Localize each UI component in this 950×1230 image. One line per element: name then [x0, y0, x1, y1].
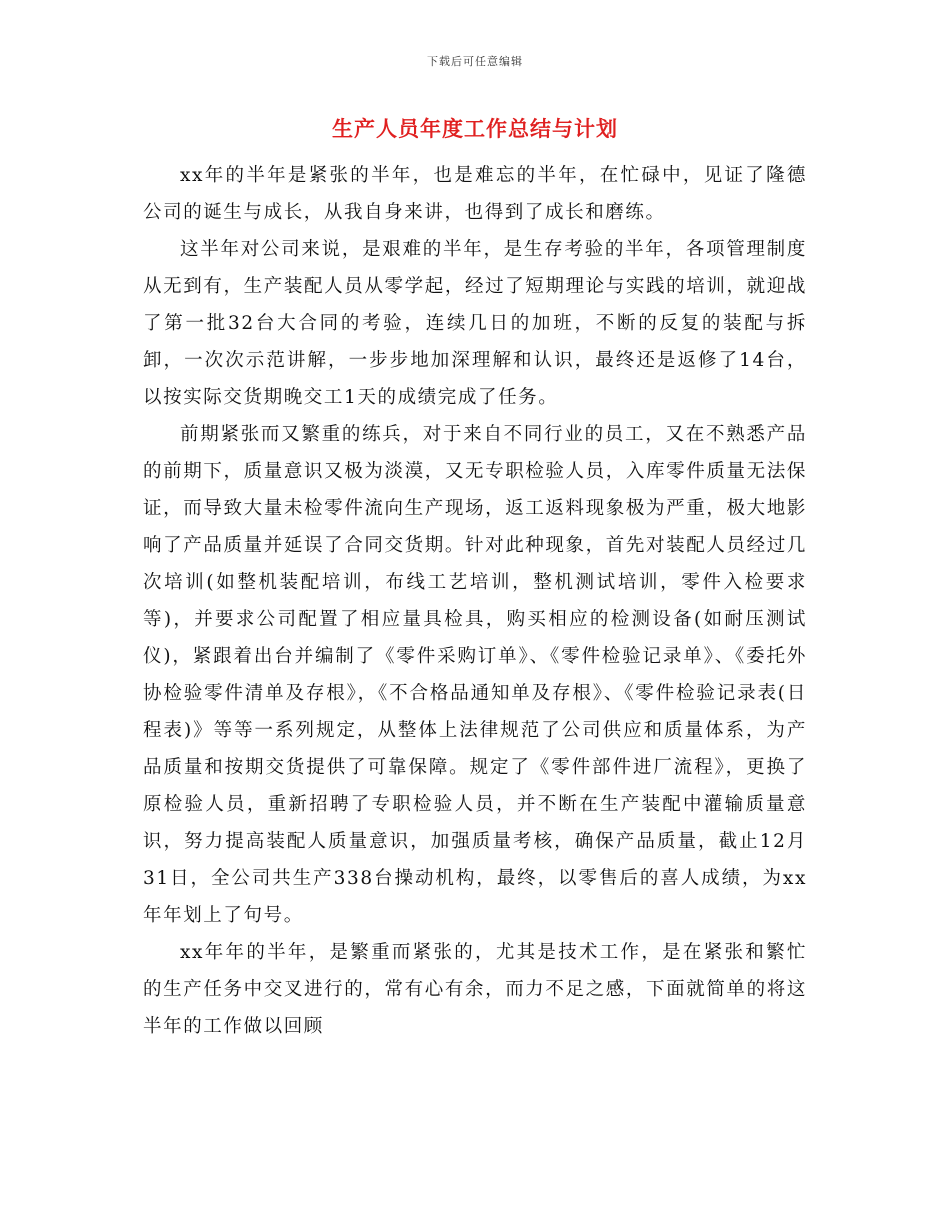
paragraph: 前期紧张而又繁重的练兵，对于来自不同行业的员工，又在不熟悉产品的前期下，质量意识又极为淡漠，又无专职检验人员，入库零件质量无法保证，而导致大量未检零件流向生产现场，返工返料现象极为严重，极大地影响了产品质量并延误了合同交货期。针对此种现象，首先对装配人员经过几次培训(如整机装配培训，布线工艺培训，整机测试培训，零件入检要求等)，并要求公司配置了相应量具检具，购买相应的检测设备(如耐压测试仪)，紧跟着出台并编制了《零件采购订单》、《零件检验记录单》、《委托外协检验零件清单及存根》，《不合格品通知单及存根》、《零件检验记录表(日程表)》等等一系列规定，从整体上法律规范了公司供应和质量体系，为产品质量和按期交货提供了可靠保障。规定了《零件部件进厂流程》，更换了原检验人员，重新招聘了专职检验人员，并不断在生产装配中灌输质量意识，努力提高装配人质量意识，加强质量考核，确保产品质量，截止12月31日，全公司共生产338台操动机构，最终，以零售后的喜人成绩，为xx年年划上了句号。: [143, 424, 807, 926]
paragraph: xx年的半年是紧张的半年，也是难忘的半年，在忙碌中，见证了隆德公司的诞生与成长，从我自身来讲，也得到了成长和磨练。: [143, 165, 807, 223]
paragraph: 这半年对公司来说，是艰难的半年，是生存考验的半年，各项管理制度从无到有，生产装配人员从零学起，经过了短期理论与实践的培训，就迎战了第一批32台大合同的考验，连续几日的加班，不断的反复的装配与拆卸，一次次示范讲解，一步步地加深理解和认识，最终还是返修了14台，以按实际交货期晚交工1天的成绩完成了任务。: [143, 239, 807, 408]
paragraph: xx年年的半年，是繁重而紧张的，尤其是技术工作，是在紧张和繁忙的生产任务中交叉进行的，常有心有余，而力不足之感，下面就简单的将这半年的工作做以回顾: [143, 942, 807, 1037]
document-body: [143, 157, 807, 1045]
document-title: 生产人员年度工作总结与计划: [332, 117, 618, 141]
header-note: 下载后可任意编辑: [427, 55, 523, 68]
